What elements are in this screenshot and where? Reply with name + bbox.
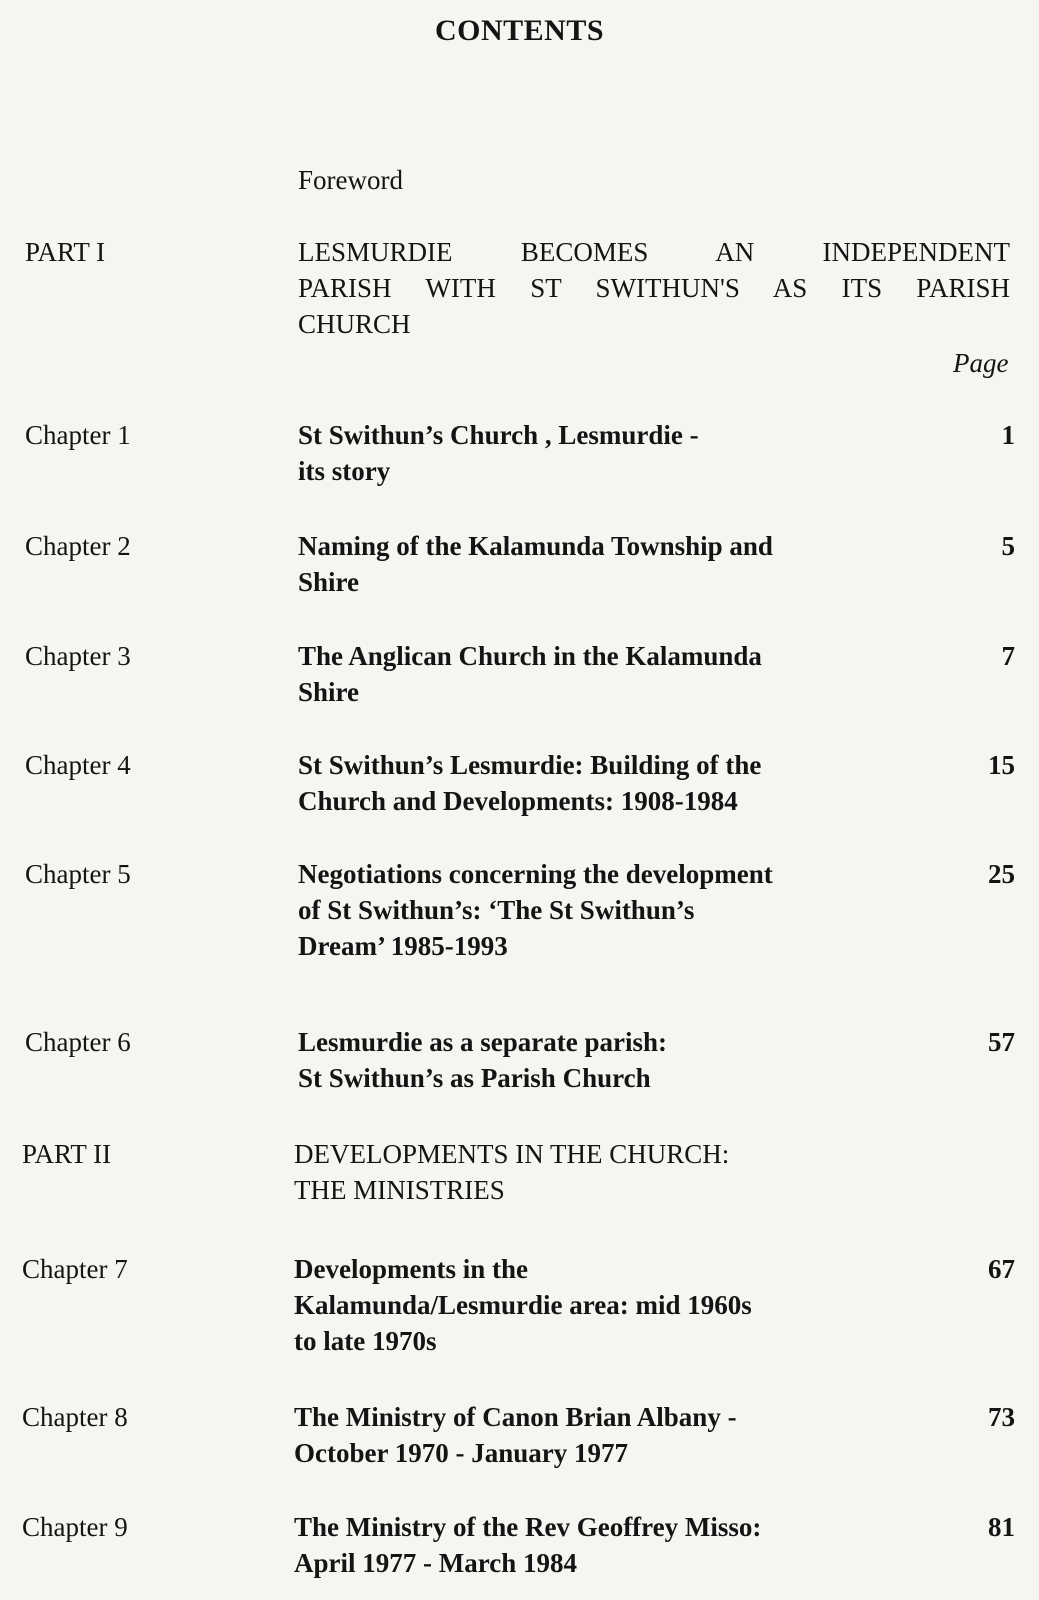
chapter-1-title-line-1: St Swithun’s Church , Lesmurdie - bbox=[298, 420, 699, 450]
chapter-3-page: 7 bbox=[1001, 641, 1015, 671]
chapter-7-page: 67 bbox=[988, 1254, 1015, 1284]
chapter-2-label: Chapter 2 bbox=[25, 531, 131, 561]
chapter-2-title bbox=[298, 528, 938, 600]
chapter-1-title bbox=[298, 417, 938, 489]
chapter-8-label: Chapter 8 bbox=[22, 1402, 128, 1432]
chapter-2-page: 5 bbox=[1001, 531, 1015, 561]
chapter-5-page: 25 bbox=[988, 859, 1015, 889]
chapter-9-title-line-2: April 1977 - March 1984 bbox=[294, 1548, 577, 1578]
chapter-2-title-line-2: Shire bbox=[298, 567, 360, 597]
part-1-title bbox=[298, 234, 1010, 342]
chapter-6-title-line-1: Lesmurdie as a separate parish: bbox=[298, 1027, 667, 1057]
part-2-label: PART II bbox=[22, 1139, 112, 1169]
chapter-6-title-line-2: St Swithun’s as Parish Church bbox=[298, 1063, 651, 1093]
chapter-2-title-line-1: Naming of the Kalamunda Township and bbox=[298, 531, 773, 561]
part-2-title-line-2: THE MINISTRIES bbox=[294, 1175, 505, 1205]
chapter-7-label: Chapter 7 bbox=[22, 1254, 128, 1284]
chapter-3-title bbox=[298, 638, 938, 710]
part-1-title-line-2: PARISH WITH ST SWITHUN'S AS ITS PARISH bbox=[298, 273, 1010, 303]
chapter-5-title-line-3: Dream’ 1985-1993 bbox=[298, 931, 508, 961]
chapter-9-title bbox=[294, 1509, 934, 1581]
chapter-5-title-line-1: Negotiations concerning the development bbox=[298, 859, 773, 889]
chapter-5-title bbox=[298, 856, 938, 964]
chapter-7-title-line-1: Developments in the bbox=[294, 1254, 528, 1284]
chapter-6-page: 57 bbox=[988, 1027, 1015, 1057]
part-2-title bbox=[294, 1136, 934, 1208]
part-1-label: PART I bbox=[25, 237, 106, 267]
chapter-3-label: Chapter 3 bbox=[25, 641, 131, 671]
chapter-4-title-line-1: St Swithun’s Lesmurdie: Building of the bbox=[298, 750, 762, 780]
page-title: CONTENTS bbox=[434, 14, 605, 47]
chapter-6-label: Chapter 6 bbox=[25, 1027, 131, 1057]
chapter-1-label: Chapter 1 bbox=[25, 420, 131, 450]
chapter-9-title-line-1: The Ministry of the Rev Geoffrey Misso: bbox=[294, 1512, 762, 1542]
foreword-entry: Foreword bbox=[298, 165, 403, 195]
chapter-4-title-line-2: Church and Developments: 1908-1984 bbox=[298, 786, 738, 816]
chapter-8-title-line-2: October 1970 - January 1977 bbox=[294, 1438, 628, 1468]
part-1-title-line-3: CHURCH bbox=[298, 309, 411, 339]
part-2-title-line-1: DEVELOPMENTS IN THE CHURCH: bbox=[294, 1139, 730, 1169]
chapter-4-label: Chapter 4 bbox=[25, 750, 131, 780]
part-1-title-line-1: LESMURDIE BECOMES AN INDEPENDENT bbox=[298, 237, 1010, 267]
chapter-7-title-line-2: Kalamunda/Lesmurdie area: mid 1960s bbox=[294, 1290, 752, 1320]
chapter-5-label: Chapter 5 bbox=[25, 859, 131, 889]
chapter-8-page: 73 bbox=[988, 1402, 1015, 1432]
chapter-7-title-line-3: to late 1970s bbox=[294, 1326, 437, 1356]
chapter-9-page: 81 bbox=[988, 1512, 1015, 1542]
chapter-4-page: 15 bbox=[988, 750, 1015, 780]
chapter-5-title-line-2: of St Swithun’s: ‘The St Swithun’s bbox=[298, 895, 695, 925]
chapter-1-title-line-2: its story bbox=[298, 456, 391, 486]
chapter-3-title-line-2: Shire bbox=[298, 677, 360, 707]
page-column-heading: Page bbox=[953, 348, 1009, 378]
chapter-4-title bbox=[298, 747, 938, 819]
chapter-8-title bbox=[294, 1399, 934, 1471]
chapter-6-title bbox=[298, 1024, 938, 1096]
chapter-8-title-line-1: The Ministry of Canon Brian Albany - bbox=[294, 1402, 737, 1432]
chapter-9-label: Chapter 9 bbox=[22, 1512, 128, 1542]
chapter-7-title bbox=[294, 1251, 934, 1359]
chapter-1-page: 1 bbox=[1001, 420, 1015, 450]
chapter-3-title-line-1: The Anglican Church in the Kalamunda bbox=[298, 641, 762, 671]
